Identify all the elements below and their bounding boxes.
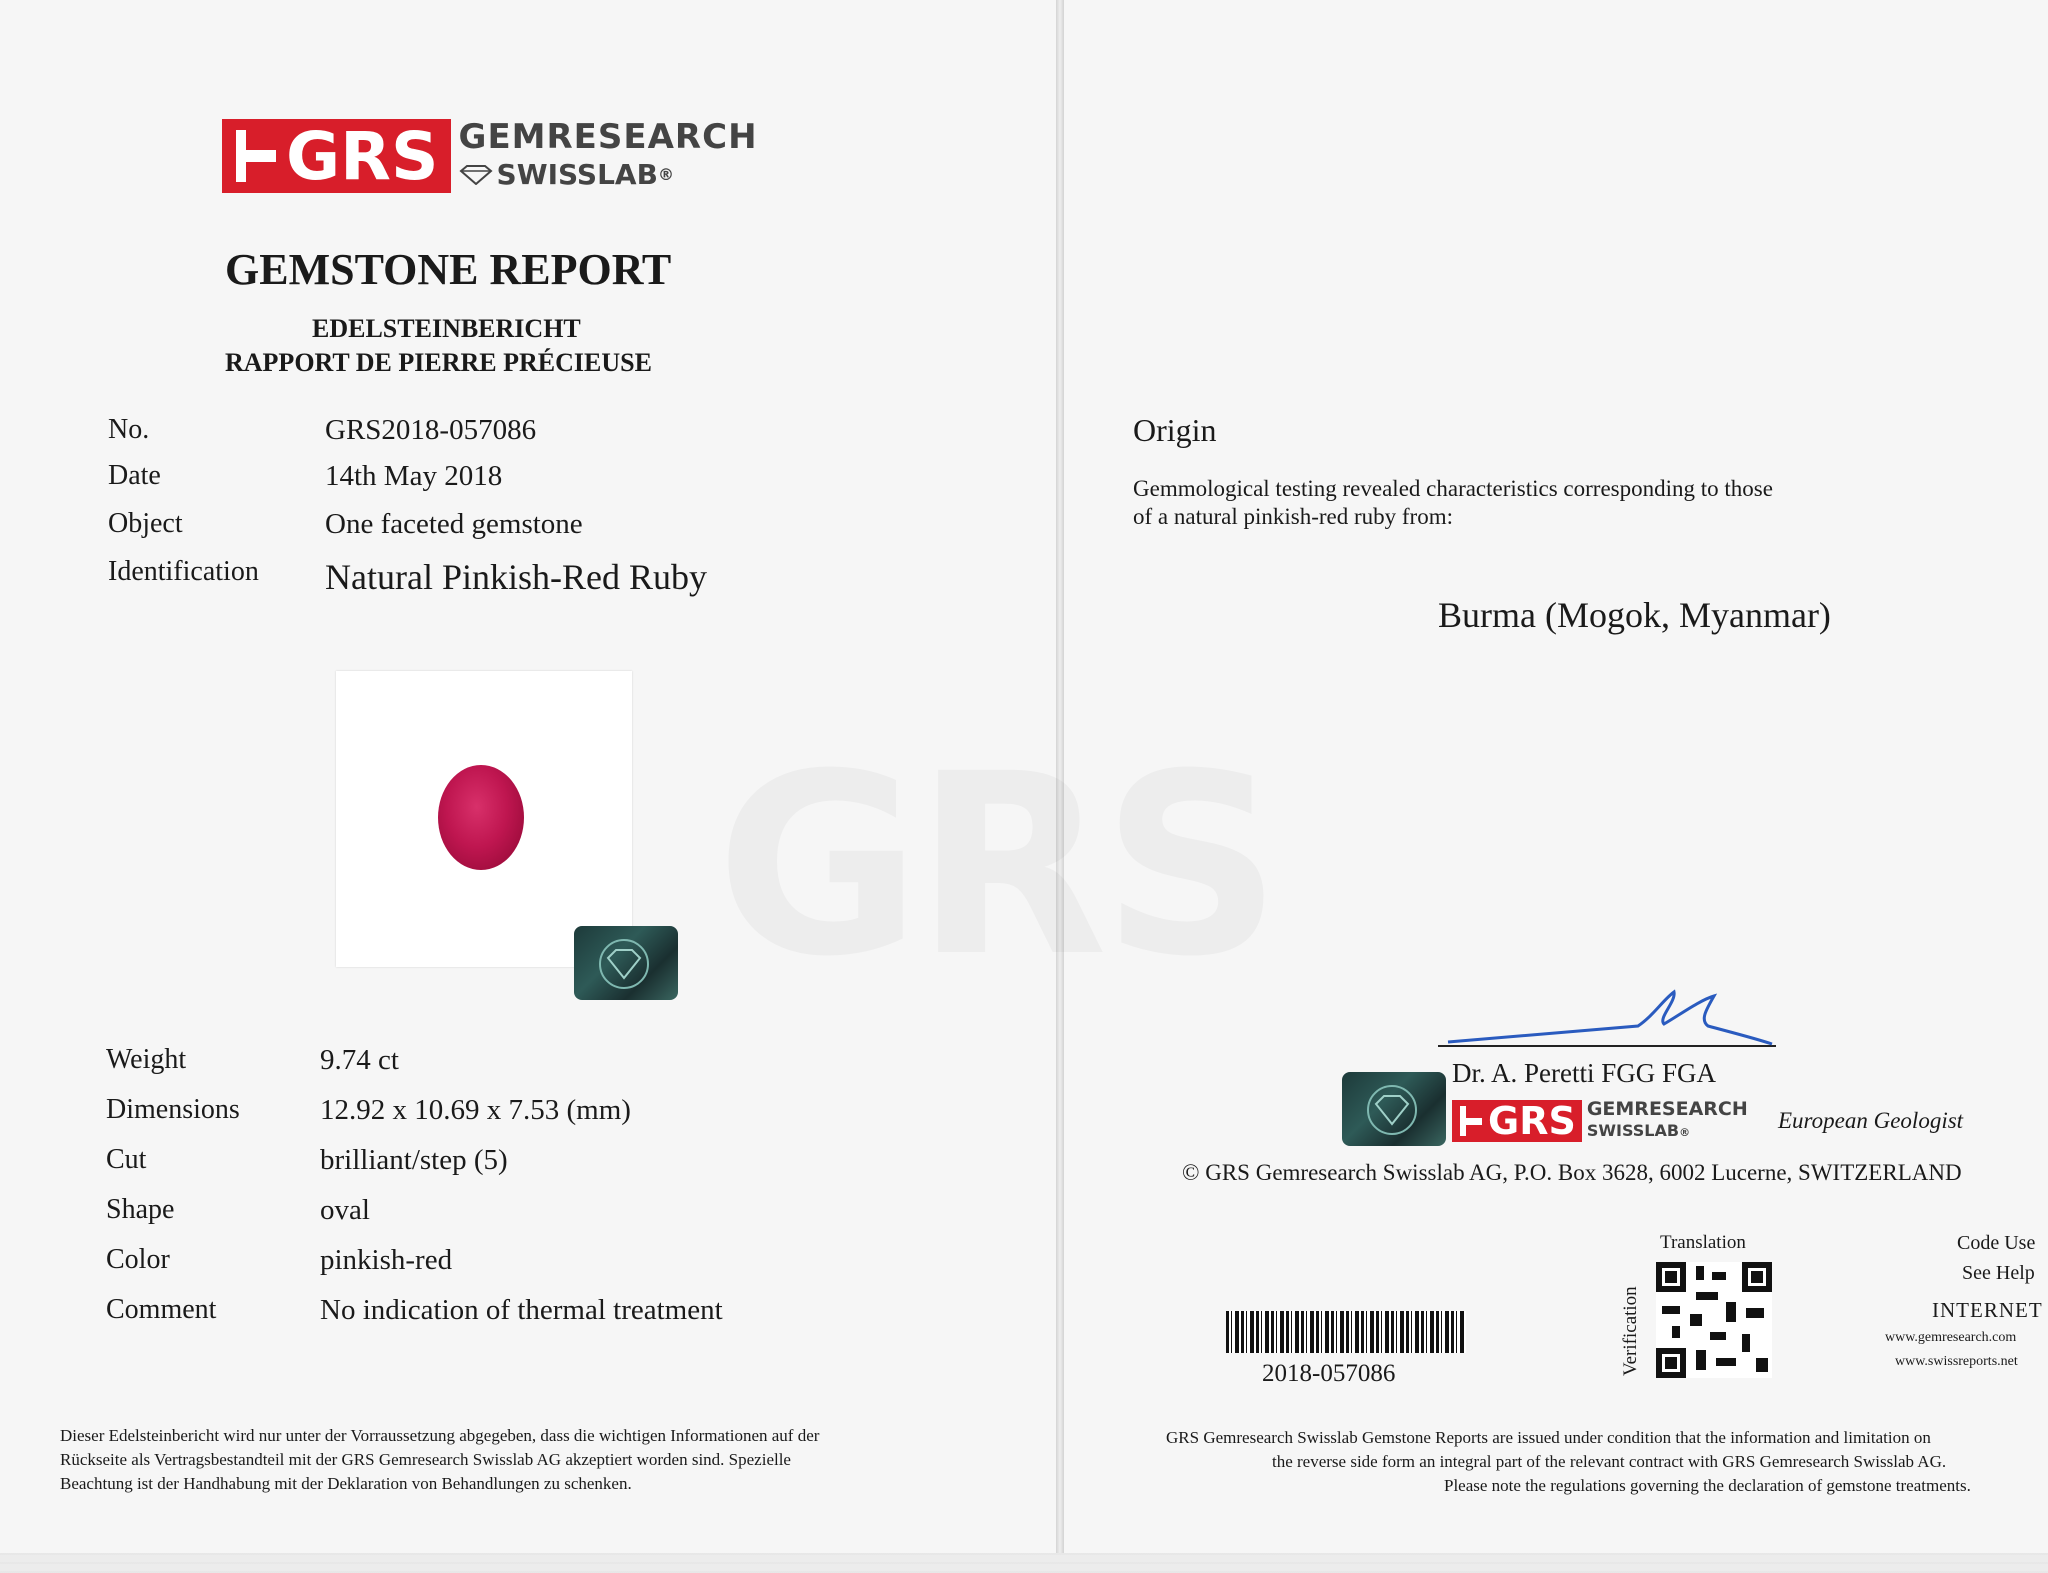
field-value-date: 14th May 2018 [325,460,503,492]
hologram-diamond-icon [574,926,678,1000]
logo-line2-row [459,156,758,194]
report-barcode [1226,1311,1466,1353]
grs-watermark [716,720,1276,1011]
disclaimer-de-line1: Dieser Edelsteinbericht wird nur unter der Vorraussetzung abgegeben, dass die wichtigen Informationen auf der [60,1426,820,1445]
report-title-fr: RAPPORT DE PIERRE PRÉCIEUSE [225,348,652,377]
logo-small-line1: GEMRESEARCH [1586,1098,1748,1120]
grs-logo-text: GRS [286,117,439,195]
signatory-title: European Geologist [1778,1108,1964,1133]
company-address: © GRS Gemresearch Swisslab AG, P.O. Box 3628, 6002 Lucerne, SWITZERLAND [1182,1160,1962,1185]
disclaimer-en-line2: the reverse side form an integral part of the relevant contract with GRS Gemresearch Swisslab AG. [1272,1452,1947,1471]
grs-logo [222,118,758,194]
internet-label: INTERNET [1932,1298,2043,1322]
translation-label: Translation [1660,1232,1746,1253]
logo-small-registered: ® [1679,1126,1691,1139]
logo-line1: GEMRESEARCH [458,117,758,157]
grs-cross-icon-small [1458,1106,1484,1136]
url-swissreports[interactable]: www.swissreports.net [1895,1354,2018,1369]
logo-small-line2: SWISSLAB [1586,1121,1680,1140]
hologram-diamond-icon-small [1342,1072,1446,1146]
logo-small-line2-row [1587,1120,1748,1144]
disclaimer-de-line2: Rückseite als Vertragsbestandteil mit der GRS Gemresearch Swisslab AG akzeptiert worden sind. Spezielle [60,1450,791,1469]
field-value-shape: oval [320,1194,370,1226]
disclaimer-de-line3: Beachtung ist der Handhabung mit der Deklaration von Behandlungen zu schenken. [60,1474,632,1493]
origin-value: Burma (Mogok, Myanmar) [1438,595,1831,635]
logo-registered: ® [657,165,674,184]
grs-logo-small-mark [1452,1100,1582,1142]
field-label-weight: Weight [106,1044,187,1075]
field-value-weight: 9.74 ct [320,1044,399,1076]
report-title: GEMSTONE REPORT [225,245,672,294]
field-label-object: Object [108,508,183,539]
field-label-color: Color [106,1244,170,1275]
field-value-dimensions: 12.92 x 10.69 x 7.53 (mm) [320,1094,631,1126]
logo-line2: SWISSLAB [496,158,658,191]
code-use-label: Code Use [1957,1232,2036,1254]
field-value-comment: No indication of thermal treatment [320,1294,723,1326]
field-value-object: One faceted gemstone [325,508,583,540]
verification-qr-code [1656,1262,1772,1378]
field-value-cut: brilliant/step (5) [320,1144,508,1176]
origin-heading: Origin [1133,412,1217,448]
grs-cross-icon [232,130,278,182]
field-label-comment: Comment [106,1294,217,1325]
hologram-seal-small [1342,1072,1446,1146]
field-value-number: GRS2018-057086 [325,414,537,446]
barcode-number: 2018-057086 [1262,1360,1396,1387]
field-label-dimensions: Dimensions [106,1094,240,1125]
signature-image [1438,986,1778,1052]
field-label-identification: Identification [108,556,259,587]
origin-text-line1: Gemmological testing revealed characteristics corresponding to those [1133,476,1773,501]
disclaimer-en-line3: Please note the regulations governing the declaration of gemstone treatments. [1444,1476,1971,1495]
grs-logo-mark [222,119,451,193]
field-label-date: Date [108,460,161,491]
field-value-color: pinkish-red [320,1244,453,1276]
hologram-seal [574,926,678,1000]
field-value-identification: Natural Pinkish-Red Ruby [325,557,707,597]
disclaimer-en-line1: GRS Gemresearch Swisslab Gemstone Reports are issued under condition that the information and limitation on [1166,1428,1931,1447]
ruby-image [438,765,524,870]
field-label-shape: Shape [106,1194,175,1225]
verification-label: Verification [1620,1286,1641,1376]
grs-logo-small [1452,1098,1748,1144]
origin-text-line2: of a natural pinkish-red ruby from: [1133,504,1453,529]
report-title-de: EDELSTEINBERICHT [312,314,581,343]
grs-logo-small-text: GRS [1488,1099,1576,1143]
field-label-cut: Cut [106,1144,147,1175]
url-gemresearch[interactable]: www.gemresearch.com [1885,1330,2017,1345]
diamond-icon [459,165,493,185]
see-help-label: See Help [1962,1262,2035,1284]
signatory-name: Dr. A. Peretti FGG FGA [1452,1058,1717,1088]
field-label-number: No. [108,414,150,445]
